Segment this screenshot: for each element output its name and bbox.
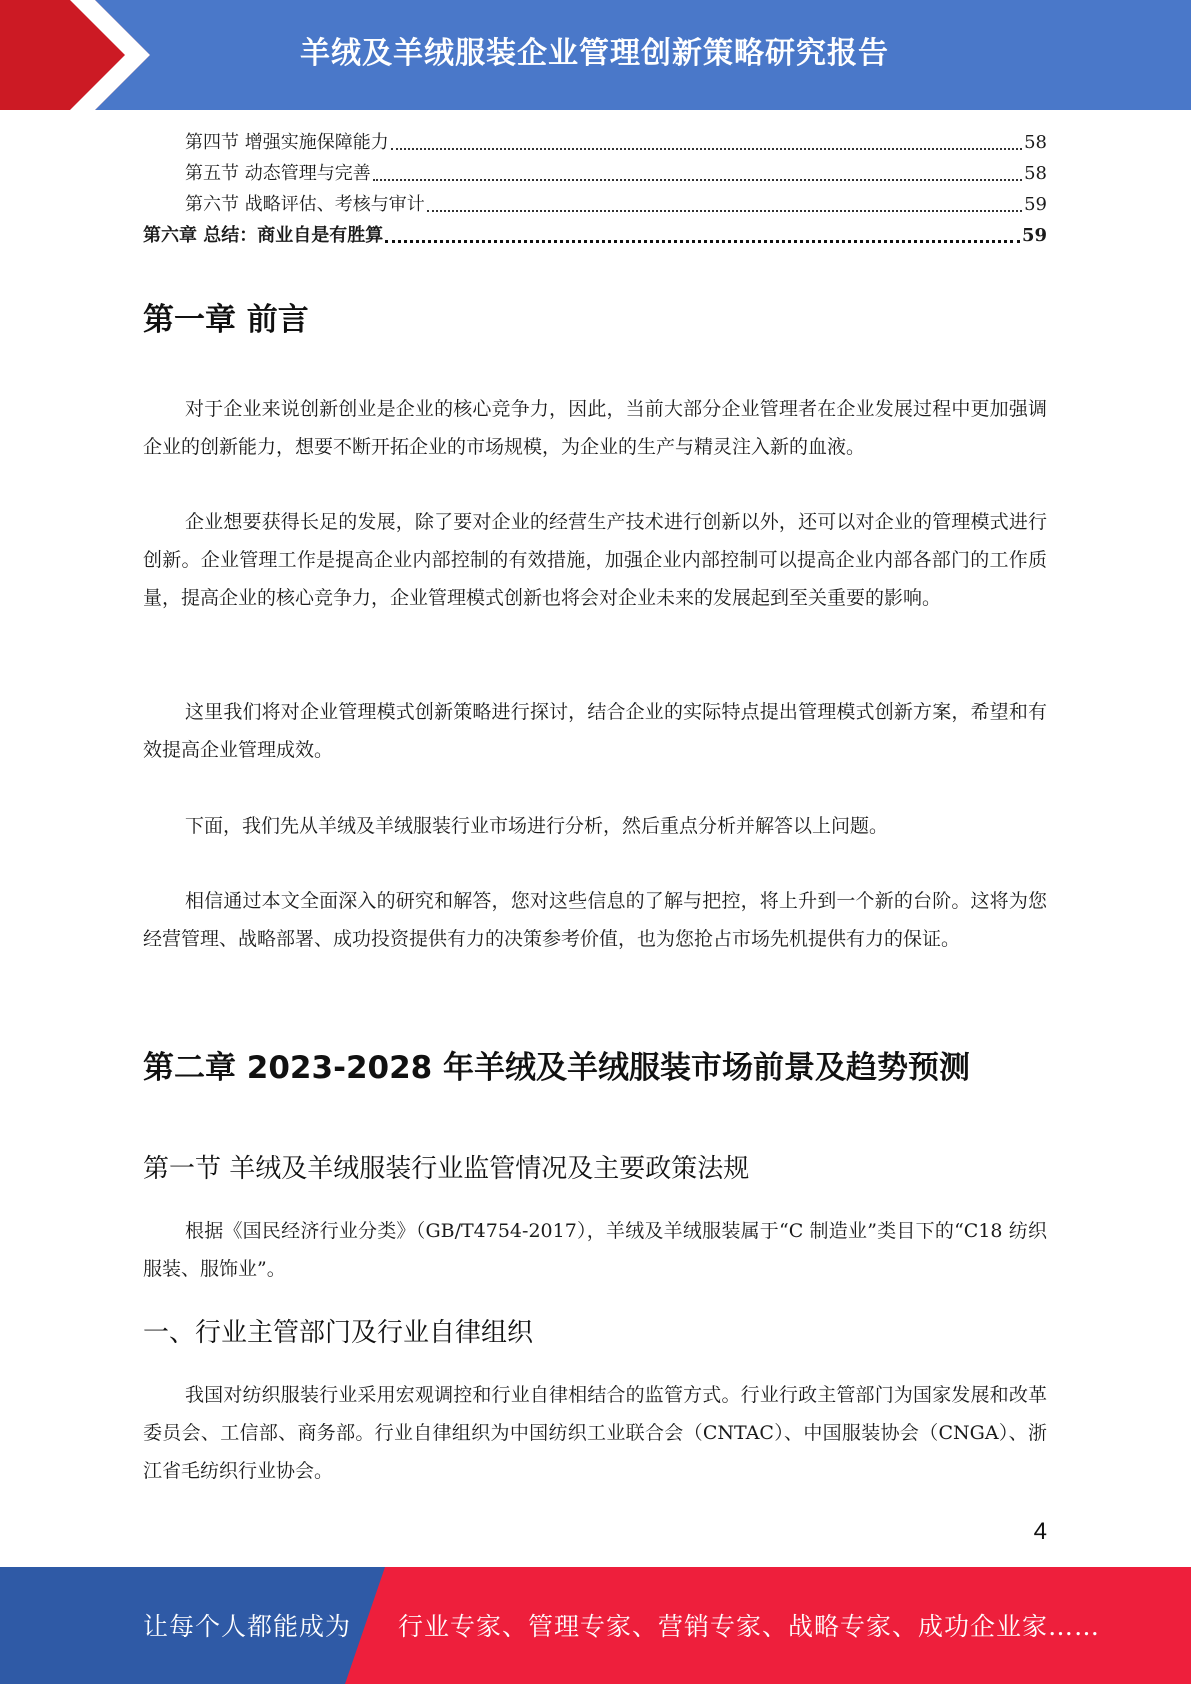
subsection-1-paragraph: 我国对纺织服装行业采用宏观调控和行业自律相结合的监管方式。行业行政主管部门为国家发展和改革委员会、工信部、商务部。行业自律组织为中国纺织工业联合会（CNTAC）、中国服装协会（CNGA）、浙江省毛纺织行业协会。	[143, 1384, 1047, 1482]
chapter-2-heading: 第二章 2023-2028 年羊绒及羊绒服装市场前景及趋势预测	[143, 1050, 971, 1086]
footer-slogan-right: 行业专家、管理专家、营销专家、战略专家、成功企业家……	[398, 1612, 1101, 1641]
toc-leader-dots	[385, 240, 1020, 243]
toc-entry[interactable]	[185, 192, 1047, 218]
toc-entry-page: 58	[1024, 132, 1047, 153]
toc-entry-label: 第六节 战略评估、考核与审计	[185, 194, 425, 215]
toc-entry-page: 59	[1024, 194, 1047, 215]
toc-entry[interactable]	[185, 130, 1047, 156]
toc-entry[interactable]	[185, 161, 1047, 187]
chapter-1-paragraph-3: 这里我们将对企业管理模式创新策略进行探讨，结合企业的实际特点提出管理模式创新方案，希望和有效提高企业管理成效。	[143, 701, 1047, 761]
footer-banner	[0, 1567, 1191, 1684]
toc-entry-page: 59	[1021, 225, 1047, 246]
chapter-1-paragraph-4: 下面，我们先从羊绒及羊绒服装行业市场进行分析，然后重点分析并解答以上问题。	[185, 815, 889, 837]
section-1-paragraph: 根据《国民经济行业分类》（GB/T4754-2017），羊绒及羊绒服装属于“C 制造业”类目下的“C18 纺织服装、服饰业”。	[143, 1220, 1047, 1280]
header-banner	[0, 0, 1191, 110]
section-1-heading: 第一节 羊绒及羊绒服装行业监管情况及主要政策法规	[143, 1154, 750, 1184]
chapter-1-paragraph-1: 对于企业来说创新创业是企业的核心竞争力，因此，当前大部分企业管理者在企业发展过程中更加强调企业的创新能力，想要不断开拓企业的市场规模，为企业的生产与精灵注入新的血液。	[143, 398, 1047, 458]
toc-entry-chapter[interactable]	[143, 223, 1047, 249]
chapter-1-heading: 第一章 前言	[143, 302, 309, 338]
toc-entry-label: 第四节 增强实施保障能力	[185, 132, 389, 153]
page-number: 4	[1033, 1518, 1047, 1545]
toc-leader-dots	[427, 210, 1022, 212]
report-title: 羊绒及羊绒服装企业管理创新策略研究报告	[300, 36, 889, 71]
chapter-1-paragraph-5: 相信通过本文全面深入的研究和解答，您对这些信息的了解与把控，将上升到一个新的台阶。这将为您经营管理、战略部署、成功投资提供有力的决策参考价值，也为您抢占市场先机提供有力的保证。	[143, 890, 1047, 950]
toc-entry-page: 58	[1024, 163, 1047, 184]
toc-entry-label: 第五节 动态管理与完善	[185, 163, 371, 184]
toc-leader-dots	[391, 148, 1022, 150]
footer-slogan-left: 让每个人都能成为	[143, 1612, 352, 1641]
subsection-1-heading: 一、行业主管部门及行业自律组织	[143, 1318, 534, 1348]
toc-leader-dots	[373, 179, 1022, 181]
toc-entry-label: 第六章 总结：商业自是有胜算	[143, 225, 384, 246]
chapter-1-paragraph-2: 企业想要获得长足的发展，除了要对企业的经营生产技术进行创新以外，还可以对企业的管理模式进行创新。企业管理工作是提高企业内部控制的有效措施，加强企业内部控制可以提高企业内部各部门的工作质量，提高企业的核心竞争力，企业管理模式创新也将会对企业未来的发展起到至关重要的影响。	[143, 511, 1047, 609]
